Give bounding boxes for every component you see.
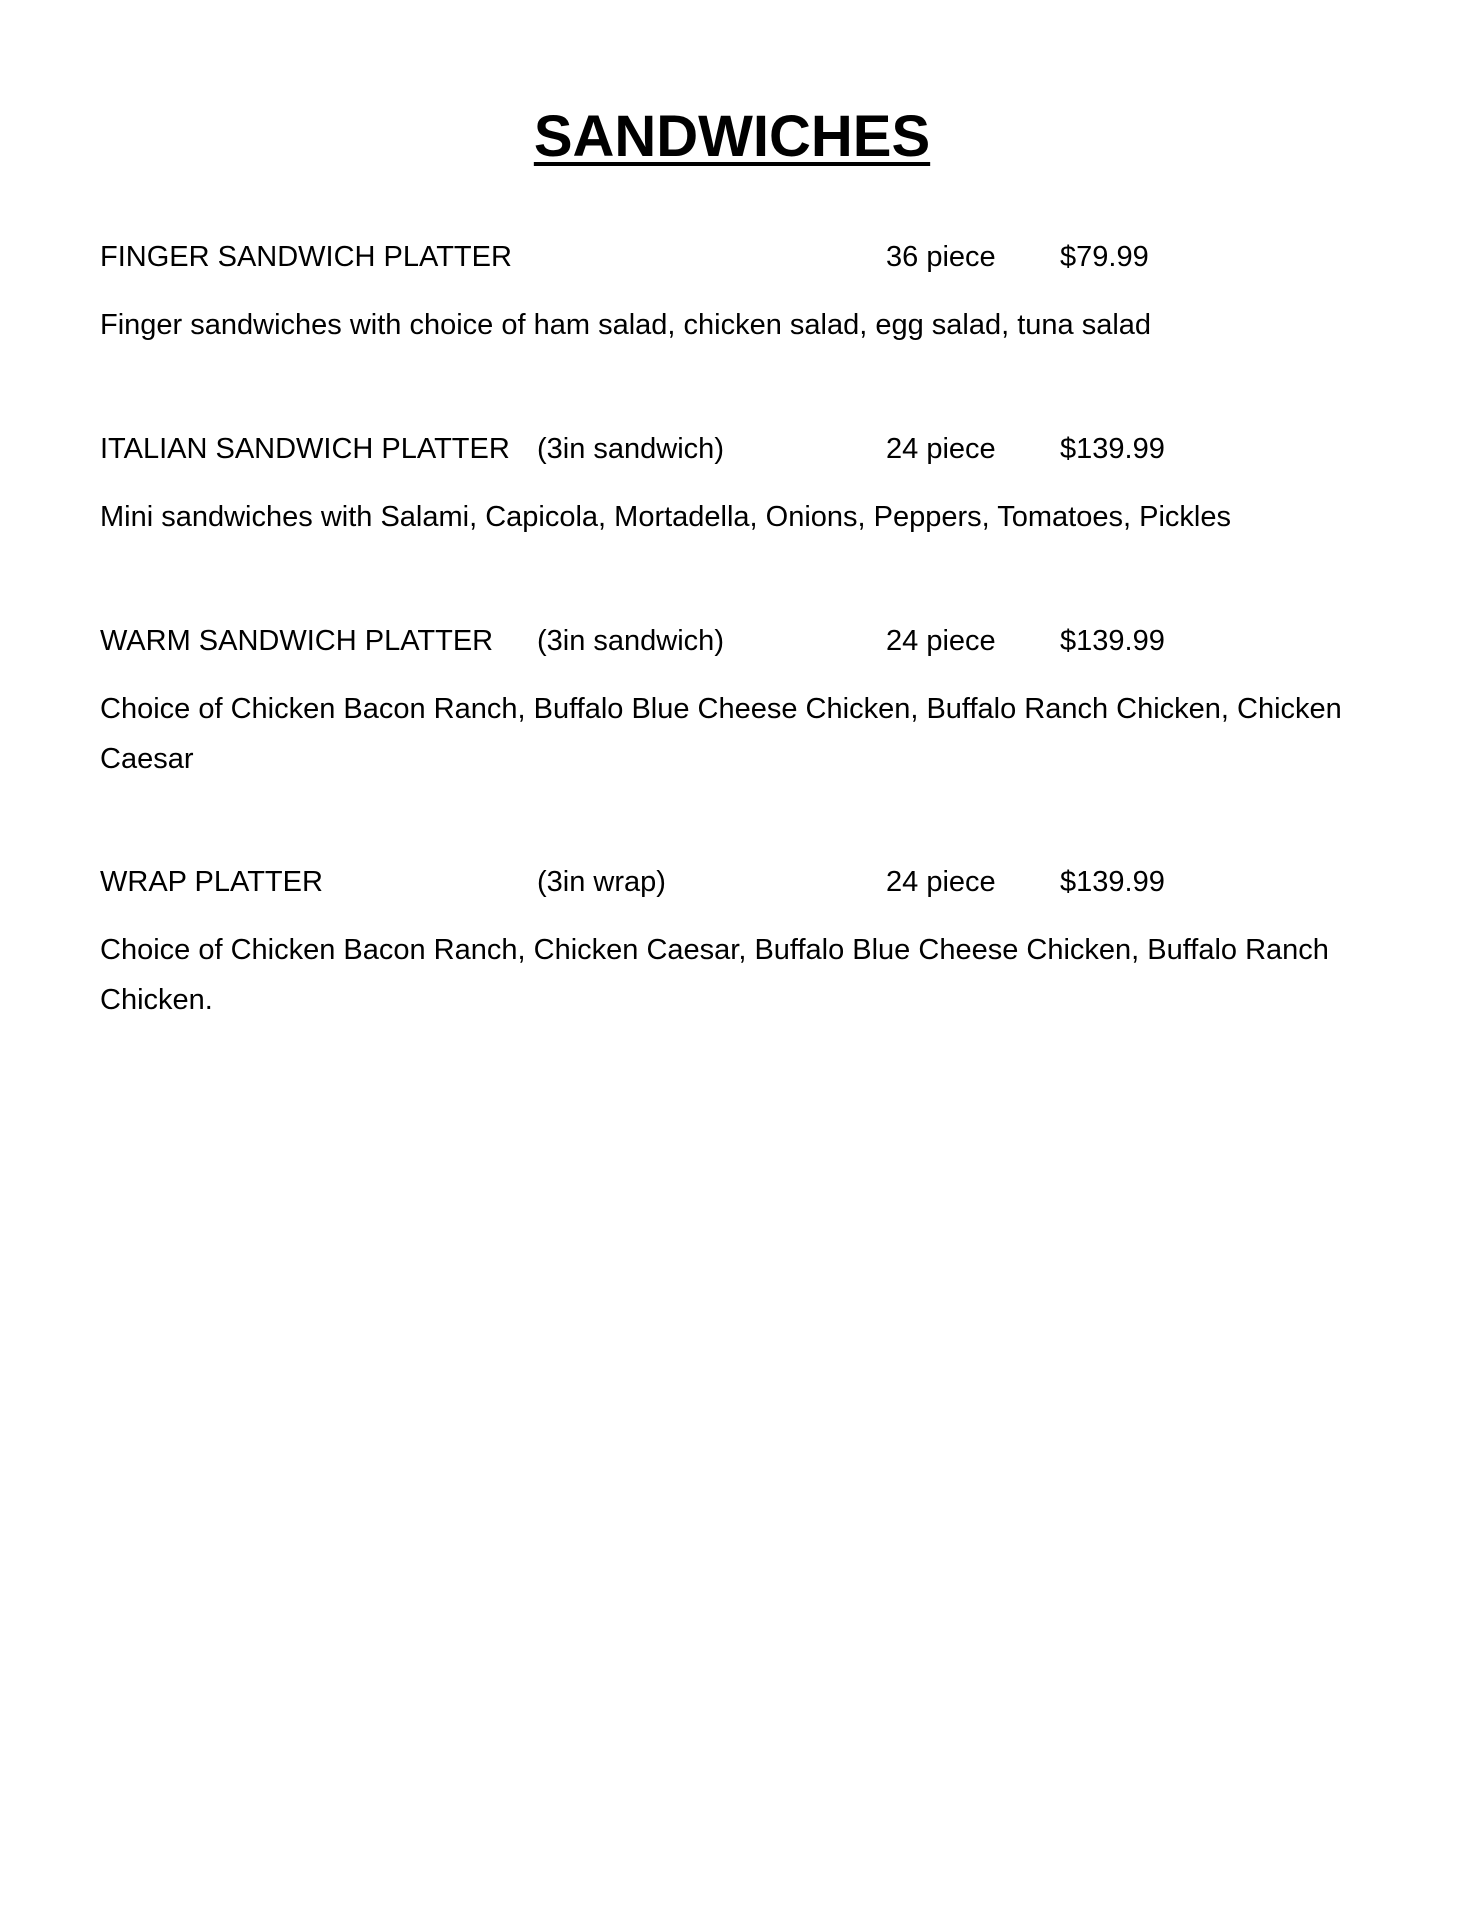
item-size: (3in sandwich) [537, 625, 724, 657]
menu-item-italian-sandwich-platter [100, 429, 1400, 542]
item-name: WRAP PLATTER [100, 866, 323, 898]
item-piece-count: 24 piece [886, 625, 996, 657]
item-size: (3in sandwich) [537, 433, 724, 465]
page-title: SANDWICHES [533, 104, 931, 169]
menu-item-header [100, 237, 1400, 277]
item-piece-count: 24 piece [886, 866, 996, 898]
item-description: Finger sandwiches with choice of ham salad, chicken salad, egg salad, tuna salad [100, 309, 1152, 341]
item-piece-count: 36 piece [886, 241, 996, 273]
menu-item-header [100, 429, 1400, 469]
item-size: (3in wrap) [537, 866, 666, 898]
menu-item-wrap-platter [100, 862, 1400, 1025]
item-price: $139.99 [1060, 866, 1165, 898]
item-name: ITALIAN SANDWICH PLATTER [100, 433, 510, 465]
item-price: $79.99 [1060, 241, 1149, 273]
menu-item-warm-sandwich-platter [100, 621, 1400, 784]
menu-item-header [100, 862, 1400, 902]
item-description: Mini sandwiches with Salami, Capicola, Mortadella, Onions, Peppers, Tomatoes, Pickles [100, 501, 1231, 533]
item-price: $139.99 [1060, 625, 1165, 657]
item-description: Choice of Chicken Bacon Ranch, Buffalo Blue Cheese Chicken, Buffalo Ranch Chicken, Chicken Caesar [100, 693, 1342, 775]
menu-item-header [100, 621, 1400, 661]
item-price: $139.99 [1060, 433, 1165, 465]
menu-item-finger-sandwich-platter [100, 237, 1400, 350]
item-name: WARM SANDWICH PLATTER [100, 625, 494, 657]
item-description: Choice of Chicken Bacon Ranch, Chicken Caesar, Buffalo Blue Cheese Chicken, Buffalo Ranch Chicken. [100, 934, 1329, 1016]
item-name: FINGER SANDWICH PLATTER [100, 241, 512, 273]
item-piece-count: 24 piece [886, 433, 996, 465]
